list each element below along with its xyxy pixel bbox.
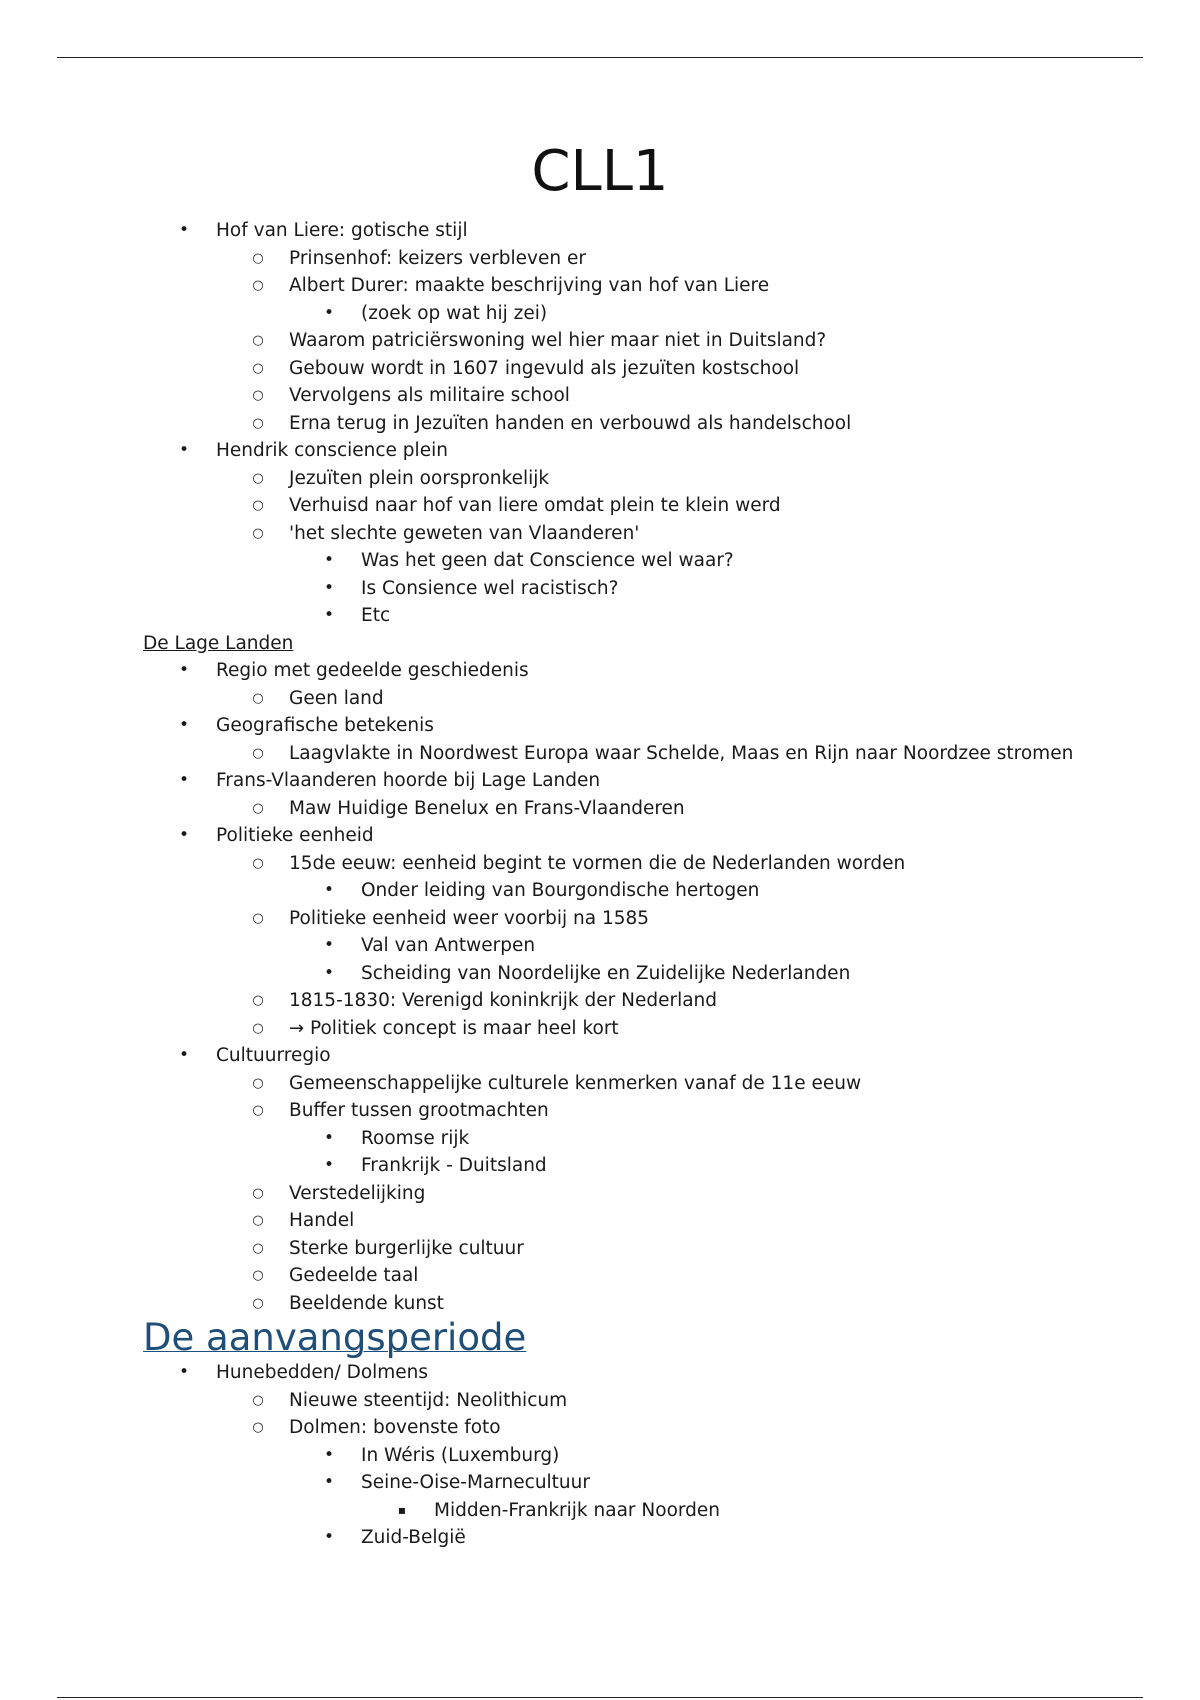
list-item: ○ Geen land — [0, 685, 1200, 713]
list-item: ○ Albert Durer: maakte beschrijving van hof van Liere — [0, 272, 1200, 300]
list-item: • Onder leiding van Bourgondische hertogen — [0, 877, 1200, 905]
circle-bullet-icon: ○ — [252, 1185, 264, 1201]
bullet-icon: • — [323, 935, 335, 955]
bullet-icon: • — [178, 770, 190, 790]
list-item: ○ Handel — [0, 1207, 1200, 1235]
circle-bullet-icon: ○ — [252, 1020, 264, 1036]
list-item: ○ Nieuwe steentijd: Neolithicum — [0, 1387, 1200, 1415]
circle-bullet-icon: ○ — [252, 1295, 264, 1311]
bullet-icon: • — [323, 550, 335, 570]
circle-bullet-icon: ○ — [252, 1213, 264, 1228]
list-item: • Regio met gedeelde geschiedenis — [0, 657, 1200, 685]
circle-bullet-icon: ○ — [252, 278, 264, 293]
circle-bullet-icon: ○ — [252, 800, 264, 816]
list-item: • Politieke eenheid — [0, 822, 1200, 850]
section-heading-aanvangsperiode: De aanvangsperiode — [143, 1316, 527, 1359]
circle-bullet-icon: ○ — [252, 1103, 264, 1118]
circle-bullet-icon: ○ — [252, 1392, 264, 1408]
bullet-icon: • — [323, 302, 335, 323]
bullet-icon: • — [323, 577, 335, 598]
bullet-icon: • — [178, 1362, 190, 1382]
list-item: • Frans-Vlaanderen hoorde bij Lage Landen — [0, 767, 1200, 795]
bullet-icon: • — [178, 825, 190, 845]
circle-bullet-icon: ○ — [252, 333, 264, 348]
list-item: ○ Buffer tussen grootmachten — [0, 1097, 1200, 1125]
circle-bullet-icon: ○ — [252, 1268, 264, 1283]
list-item: • Cultuurregio — [0, 1042, 1200, 1070]
notes-body — [0, 217, 1200, 1552]
list-item: ○ Gebouw wordt in 1607 ingevuld als jezuïten kostschool — [0, 355, 1200, 383]
list-item: ○ Vervolgens als militaire school — [0, 382, 1200, 410]
list-item: ○ Beeldende kunst — [0, 1290, 1200, 1318]
list-item: • Is Consience wel racistisch? — [0, 575, 1200, 603]
header-rule — [57, 57, 1143, 58]
list-item: • Frankrijk - Duitsland — [0, 1152, 1200, 1180]
circle-bullet-icon: ○ — [252, 498, 264, 513]
list-item: • Hunebedden/ Dolmens — [0, 1359, 1200, 1387]
circle-bullet-icon: ○ — [252, 388, 264, 403]
footer-rule — [57, 1697, 1143, 1698]
list-item: ○ Verstedelijking — [0, 1180, 1200, 1208]
bullet-icon: • — [178, 715, 190, 735]
circle-bullet-icon: ○ — [252, 525, 264, 541]
list-item: ○ Prinsenhof: keizers verbleven er — [0, 245, 1200, 273]
circle-bullet-icon: ○ — [252, 1420, 264, 1435]
circle-bullet-icon: ○ — [252, 250, 264, 266]
list-item: ○ Dolmen: bovenste foto — [0, 1414, 1200, 1442]
circle-bullet-icon: ○ — [252, 855, 264, 871]
list-item: ○ Gemeenschappelijke culturele kenmerken vanaf de 11e eeuw — [0, 1070, 1200, 1098]
list-item: ○ 1815-1830: Verenigd koninkrijk der Nederland — [0, 987, 1200, 1015]
list-item: ○ → Politiek concept is maar heel kort — [0, 1015, 1200, 1043]
bullet-icon: • — [178, 1045, 190, 1065]
list-item: ○ Politieke eenheid weer voorbij na 1585 — [0, 905, 1200, 933]
list-item: ○ Verhuisd naar hof van liere omdat plein te klein werd — [0, 492, 1200, 520]
list-item: • Was het geen dat Conscience wel waar? — [0, 547, 1200, 575]
circle-bullet-icon: ○ — [252, 415, 264, 431]
bullet-icon: • — [323, 1472, 335, 1492]
bullet-icon: • — [323, 1155, 335, 1175]
list-item: • Zuid-België — [0, 1524, 1200, 1552]
list-item: ○ Maw Huidige Benelux en Frans-Vlaanderen — [0, 795, 1200, 823]
list-item: ○ Gedeelde taal — [0, 1262, 1200, 1290]
circle-bullet-icon: ○ — [252, 360, 264, 376]
bullet-icon: • — [323, 1527, 335, 1547]
list-item: ○ Laagvlakte in Noordwest Europa waar Schelde, Maas en Rijn naar Noordzee stromen — [0, 740, 1200, 768]
list-item: • Val van Antwerpen — [0, 932, 1200, 960]
bullet-icon: • — [323, 962, 335, 983]
bullet-icon: • — [323, 880, 335, 900]
bullet-icon: • — [178, 660, 190, 680]
circle-bullet-icon: ○ — [252, 745, 264, 761]
list-item: ○ 15de eeuw: eenheid begint te vormen die de Nederlanden worden — [0, 850, 1200, 878]
bullet-icon: • — [323, 1444, 335, 1465]
list-item: • Geografische betekenis — [0, 712, 1200, 740]
bullet-icon: • — [178, 440, 190, 460]
list-item: ○ Sterke burgerlijke cultuur — [0, 1235, 1200, 1263]
bullet-icon: • — [323, 605, 335, 625]
square-bullet-icon: ▪ — [397, 1502, 407, 1517]
list-item: ○ 'het slechte geweten van Vlaanderen' — [0, 520, 1200, 548]
bullet-icon: • — [323, 1127, 335, 1148]
page-title: CLL1 — [531, 139, 669, 204]
list-item: • Hendrik conscience plein — [0, 437, 1200, 465]
list-item: • Scheiding van Noordelijke en Zuidelijke Nederlanden — [0, 960, 1200, 988]
list-item: ○ Waarom patriciërswoning wel hier maar niet in Duitsland? — [0, 327, 1200, 355]
bullet-icon: • — [178, 220, 190, 240]
arrow-right-icon: → — [289, 1017, 305, 1039]
list-item: • Roomse rijk — [0, 1125, 1200, 1153]
list-item: ○ Erna terug in Jezuïten handen en verbouwd als handelschool — [0, 410, 1200, 438]
circle-bullet-icon: ○ — [252, 470, 264, 486]
list-item: • Hof van Liere: gotische stijl — [0, 217, 1200, 245]
list-item: • Etc — [0, 602, 1200, 630]
circle-bullet-icon: ○ — [252, 1240, 264, 1256]
section-heading-lage-landen: De Lage Landen — [143, 632, 294, 654]
circle-bullet-icon: ○ — [252, 690, 264, 706]
circle-bullet-icon: ○ — [252, 910, 264, 926]
list-item: • (zoek op wat hij zei) — [0, 300, 1200, 328]
circle-bullet-icon: ○ — [252, 993, 264, 1008]
list-item: • In Wéris (Luxemburg) — [0, 1442, 1200, 1470]
list-item: • Seine-Oise-Marnecultuur — [0, 1469, 1200, 1497]
list-item: ○ Jezuïten plein oorspronkelijk — [0, 465, 1200, 493]
list-item: ▪ Midden-Frankrijk naar Noorden — [0, 1497, 1200, 1525]
circle-bullet-icon: ○ — [252, 1075, 264, 1091]
